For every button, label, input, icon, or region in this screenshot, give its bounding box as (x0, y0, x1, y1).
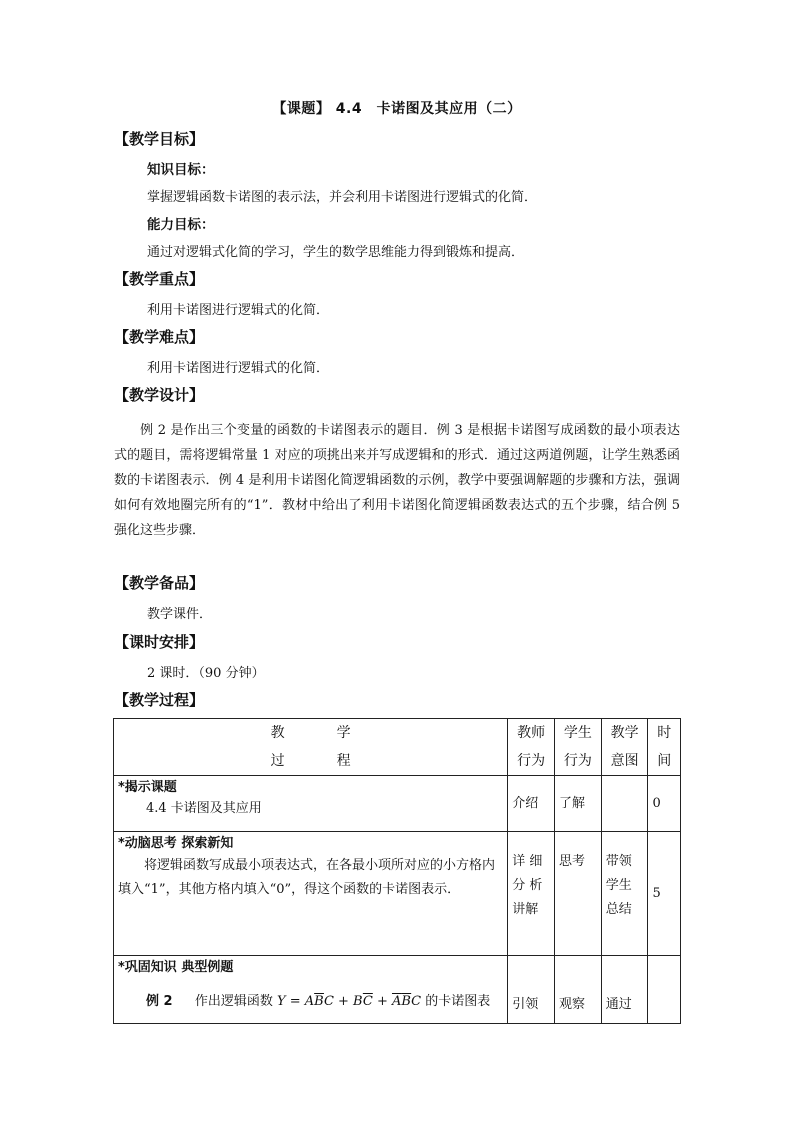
row2-intent: 带领学生总结 (601, 832, 648, 956)
row3-content (114, 956, 508, 1024)
row2-content (114, 832, 508, 956)
section-objectives: 【教学目标】 (114, 130, 205, 148)
header-teacher: 教师行为 (508, 719, 555, 776)
table-row (114, 776, 681, 832)
row1-intent (601, 776, 648, 832)
row1-student: 了解 (554, 776, 601, 832)
ability-goal-label: 能力目标： (147, 217, 215, 233)
row2-heading: *动脑思考 探索新知 (118, 836, 234, 851)
knowledge-goal-label: 知识目标： (147, 162, 215, 178)
table-row (114, 956, 681, 1024)
header-process (114, 719, 508, 776)
section-key-points: 【教学重点】 (114, 270, 205, 288)
table-row (114, 832, 681, 956)
row1-content (114, 776, 508, 832)
row3-intent: 通过 (601, 956, 648, 1024)
section-design: 【教学设计】 (114, 386, 205, 404)
row1-body: 4.4 卡诺图及其应用 (146, 801, 262, 816)
row1-teacher: 介绍 (508, 776, 555, 832)
schedule-text: 2 课时．（90 分钟） (147, 666, 265, 681)
row1-heading: *揭示课题 (118, 780, 177, 795)
header-process-line1: 教学 (270, 725, 403, 741)
row3-student: 观察 (554, 956, 601, 1024)
example-formula: $Y = A\overline{B}C + B\overline{C} + \overline{A}\overline{B}C$ (277, 994, 422, 1009)
key-points-text: 利用卡诺图进行逻辑式的化简． (147, 303, 330, 318)
header-student: 学生行为 (554, 719, 601, 776)
example-pre: 作出逻辑函数 (194, 994, 273, 1009)
knowledge-goal-text: 掌握逻辑函数卡诺图的表示法，并会利用卡诺图进行逻辑式的化简． (147, 190, 538, 205)
header-time: 时间 (648, 719, 681, 776)
row2-body: 将逻辑函数写成最小项表达式，在各最小项所对应的小方格内填入“1”，其他方格内填入“0”，得这个函数的卡诺图表示． (118, 858, 496, 897)
lesson-title: 【课题】 4.4 卡诺图及其应用（二） (272, 101, 522, 117)
row3-heading: *巩固知识 典型例题 (118, 960, 234, 975)
example-label: 例 2 (146, 994, 173, 1009)
row2-time: 5 (648, 832, 681, 956)
header-intent: 教学意图 (601, 719, 648, 776)
row1-time: 0 (648, 776, 681, 832)
header-process-line2: 过程 (270, 753, 403, 769)
prep-text: 教学课件． (147, 607, 213, 622)
example-post: 的卡诺图表 (425, 994, 491, 1009)
section-prep: 【教学备品】 (114, 574, 205, 592)
row2-teacher: 详 细 分 析 讲解 (508, 832, 555, 956)
difficulties-text: 利用卡诺图进行逻辑式的化简． (147, 361, 330, 376)
row2-student: 思考 (554, 832, 601, 956)
process-table (113, 718, 681, 1024)
table-header-row (114, 719, 681, 776)
section-process: 【教学过程】 (114, 691, 205, 709)
section-schedule: 【课时安排】 (114, 633, 205, 651)
row3-time (648, 956, 681, 1024)
design-paragraph: 例 2 是作出三个变量的函数的卡诺图表示的题目．例 3 是根据卡诺图写成函数的最小项表达式的题目，需将逻辑常量 1 对应的项挑出来并写成逻辑和的形式．通过这两道例题，让学生熟悉函数的卡诺图表示．例 4 是利用卡诺图化简逻辑函数的示例，教学中要强调解题的步骤和方法，强调如何有效地圈完所有的“1”．教材中给出了利用卡诺图化简逻辑函数表达式的五个步骤，结合例 5 强化这些步骤． (114, 423, 680, 538)
row3-example (118, 990, 503, 1014)
section-difficulties: 【教学难点】 (114, 328, 205, 346)
row3-teacher: 引领 (508, 956, 555, 1024)
ability-goal-text: 通过对逻辑式化简的学习，学生的数学思维能力得到锻炼和提高． (147, 245, 525, 260)
